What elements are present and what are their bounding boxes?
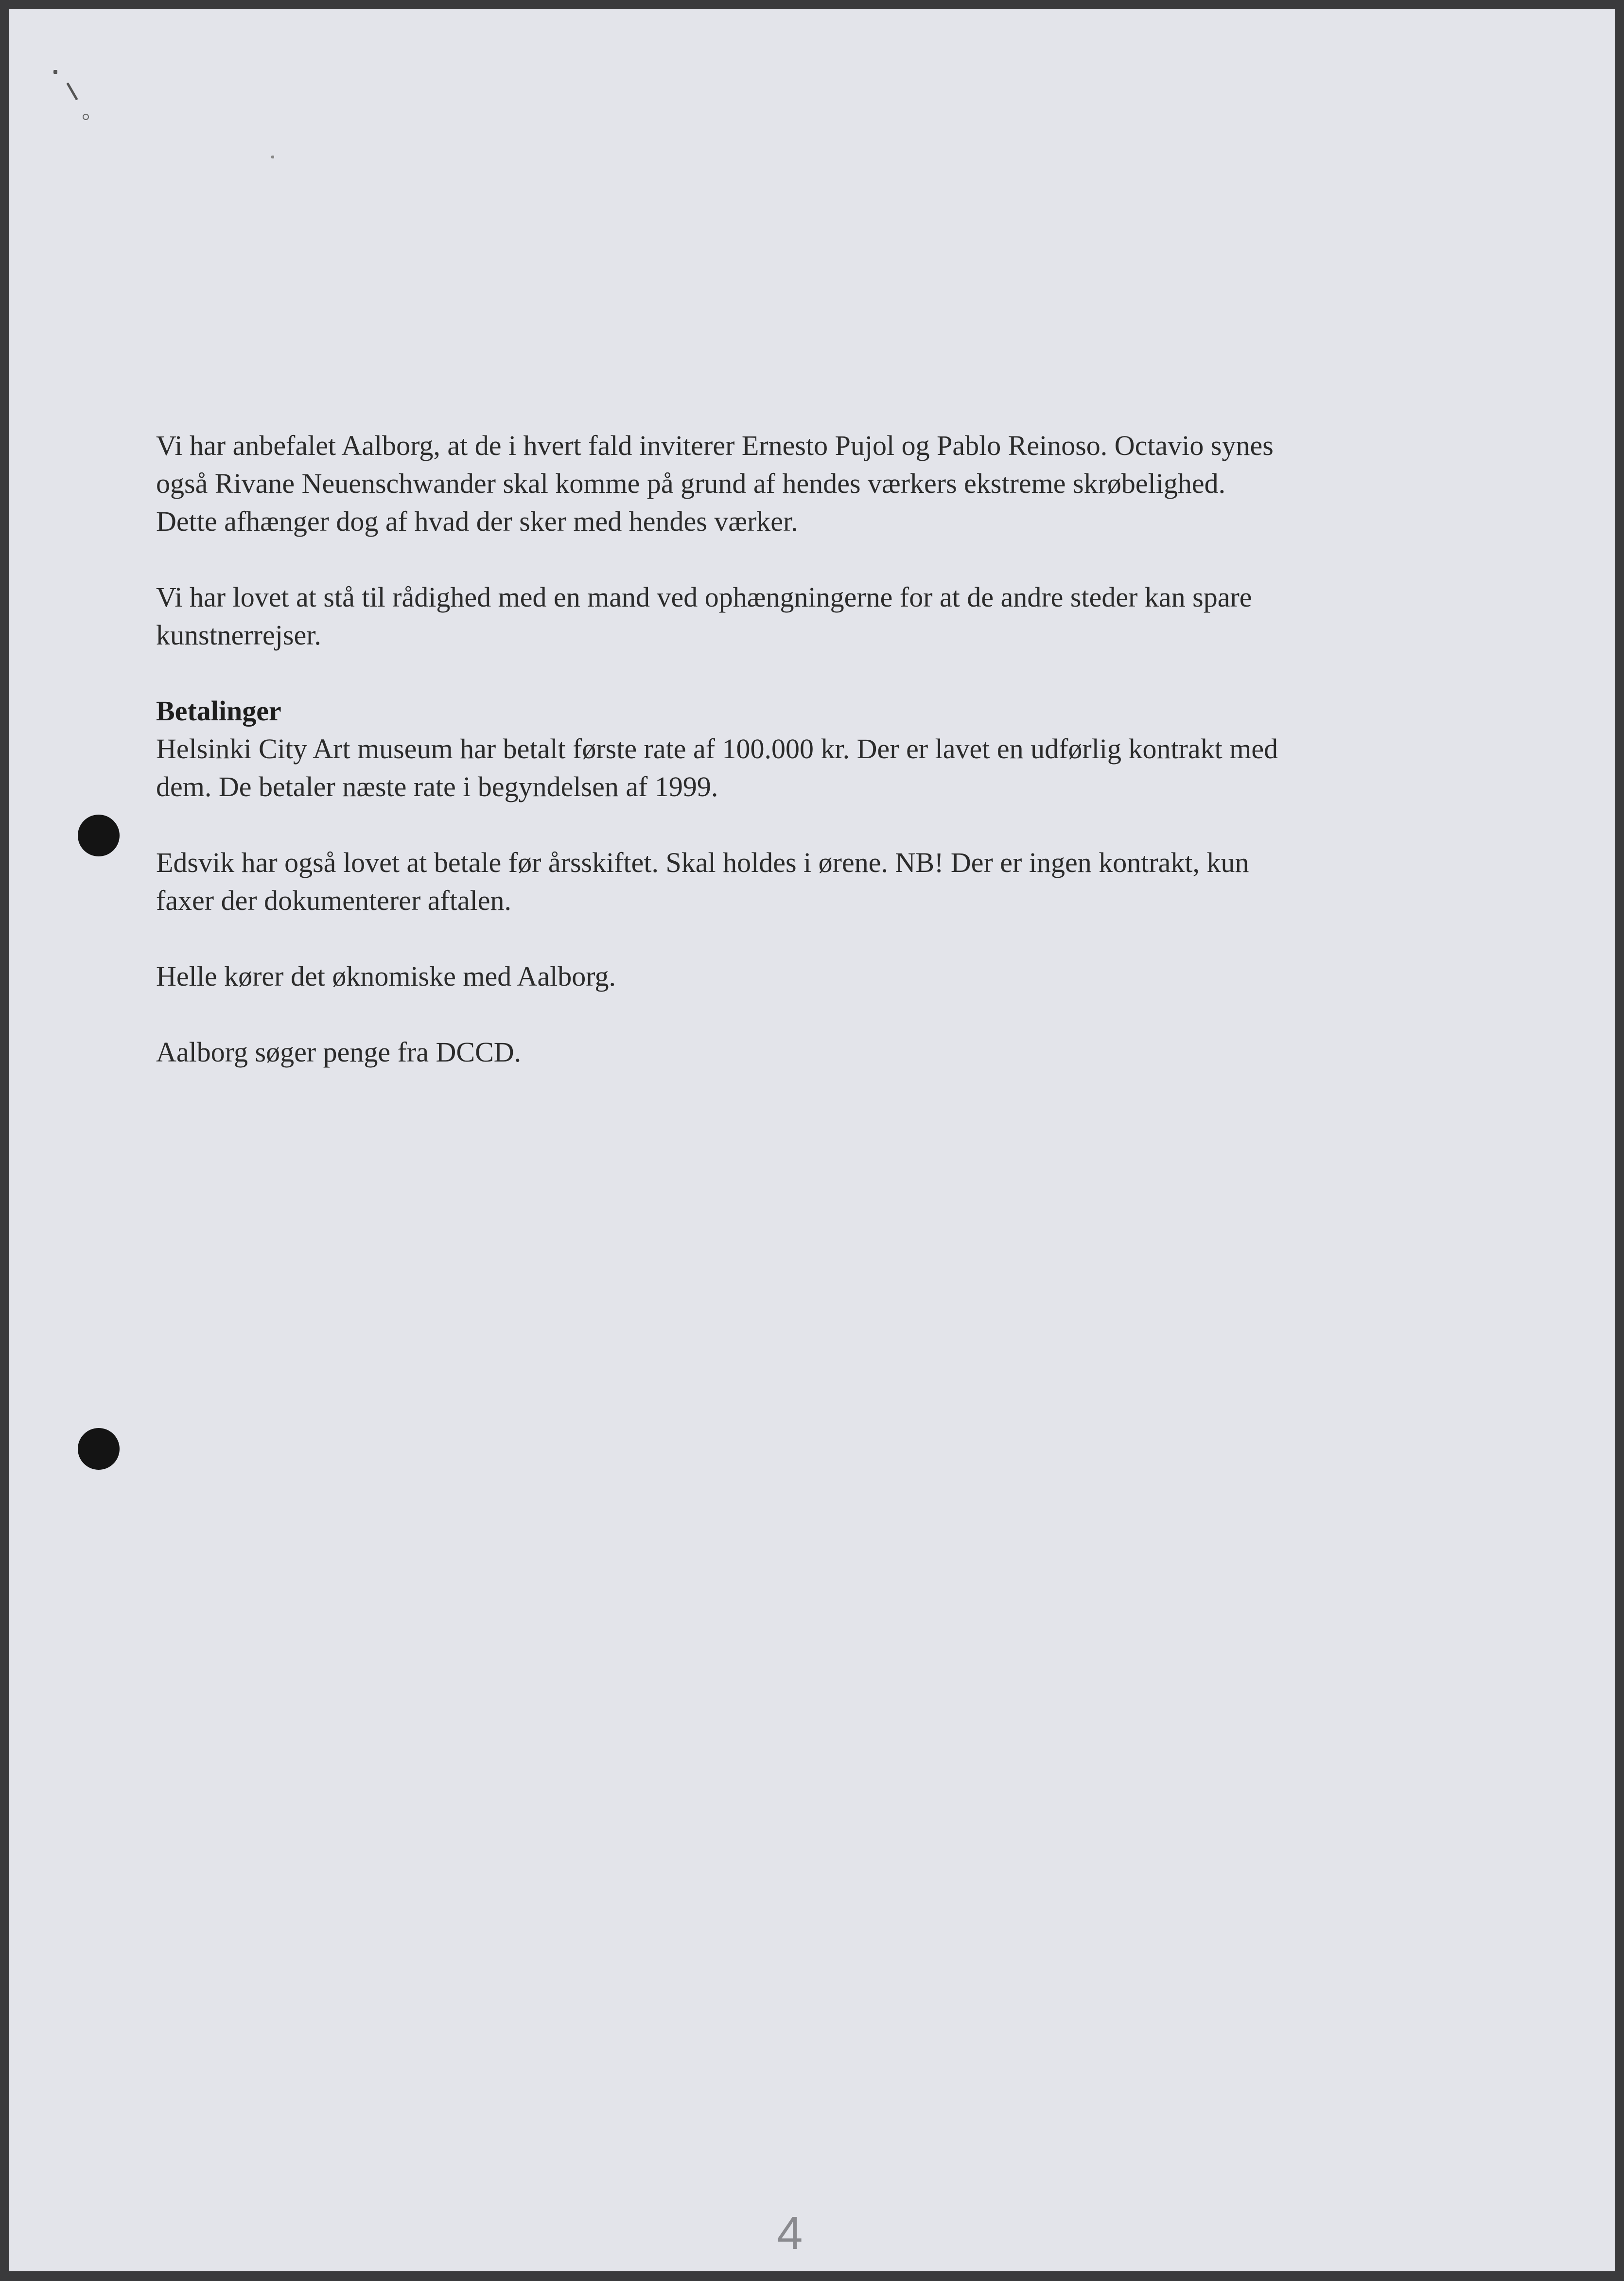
paragraph-helle-economics: Helle kører det øknomiske med Aalborg. xyxy=(156,960,616,992)
paper-speck xyxy=(53,70,57,74)
paragraph-edsvik-payment: Edsvik har også lovet at betale før årsskiftet. Skal holdes i ørene. NB! Der er ingen kontrakt, kun faxer der dokumenterer aftalen. xyxy=(156,847,1249,916)
paper-speck xyxy=(83,114,89,120)
paragraph-helsinki-payment: Helsinki City Art museum har betalt første rate af 100.000 kr. Der er lavet en udførlig kontrakt med dem. De betaler næste rate i begyndelsen af 1999. xyxy=(156,733,1278,802)
punch-hole-bottom xyxy=(78,1428,120,1470)
page-number: 4 xyxy=(777,2207,803,2259)
paper-speck xyxy=(271,156,274,158)
paragraph-aalborg-dccd: Aalborg søger penge fra DCCD. xyxy=(156,1036,522,1068)
punch-hole-top xyxy=(78,815,120,856)
document-page xyxy=(9,9,1615,2271)
paragraph-hanging-help: Vi har lovet at stå til rådighed med en mand ved ophængningerne for at de andre steder kan spare kunstnerrejser. xyxy=(156,581,1252,651)
document-body xyxy=(156,427,1478,1109)
section-heading-betalinger: Betalinger xyxy=(156,695,281,727)
paragraph-invitations: Vi har anbefalet Aalborg, at de i hvert fald inviterer Ernesto Pujol og Pablo Reinoso. Octavio synes også Rivane Neuenschwander skal komme på grund af hendes værkers ekstreme skrøbelighed. Dette afhænger dog af hvad der sker med hendes værker. xyxy=(156,430,1274,537)
paper-speck xyxy=(66,82,78,100)
